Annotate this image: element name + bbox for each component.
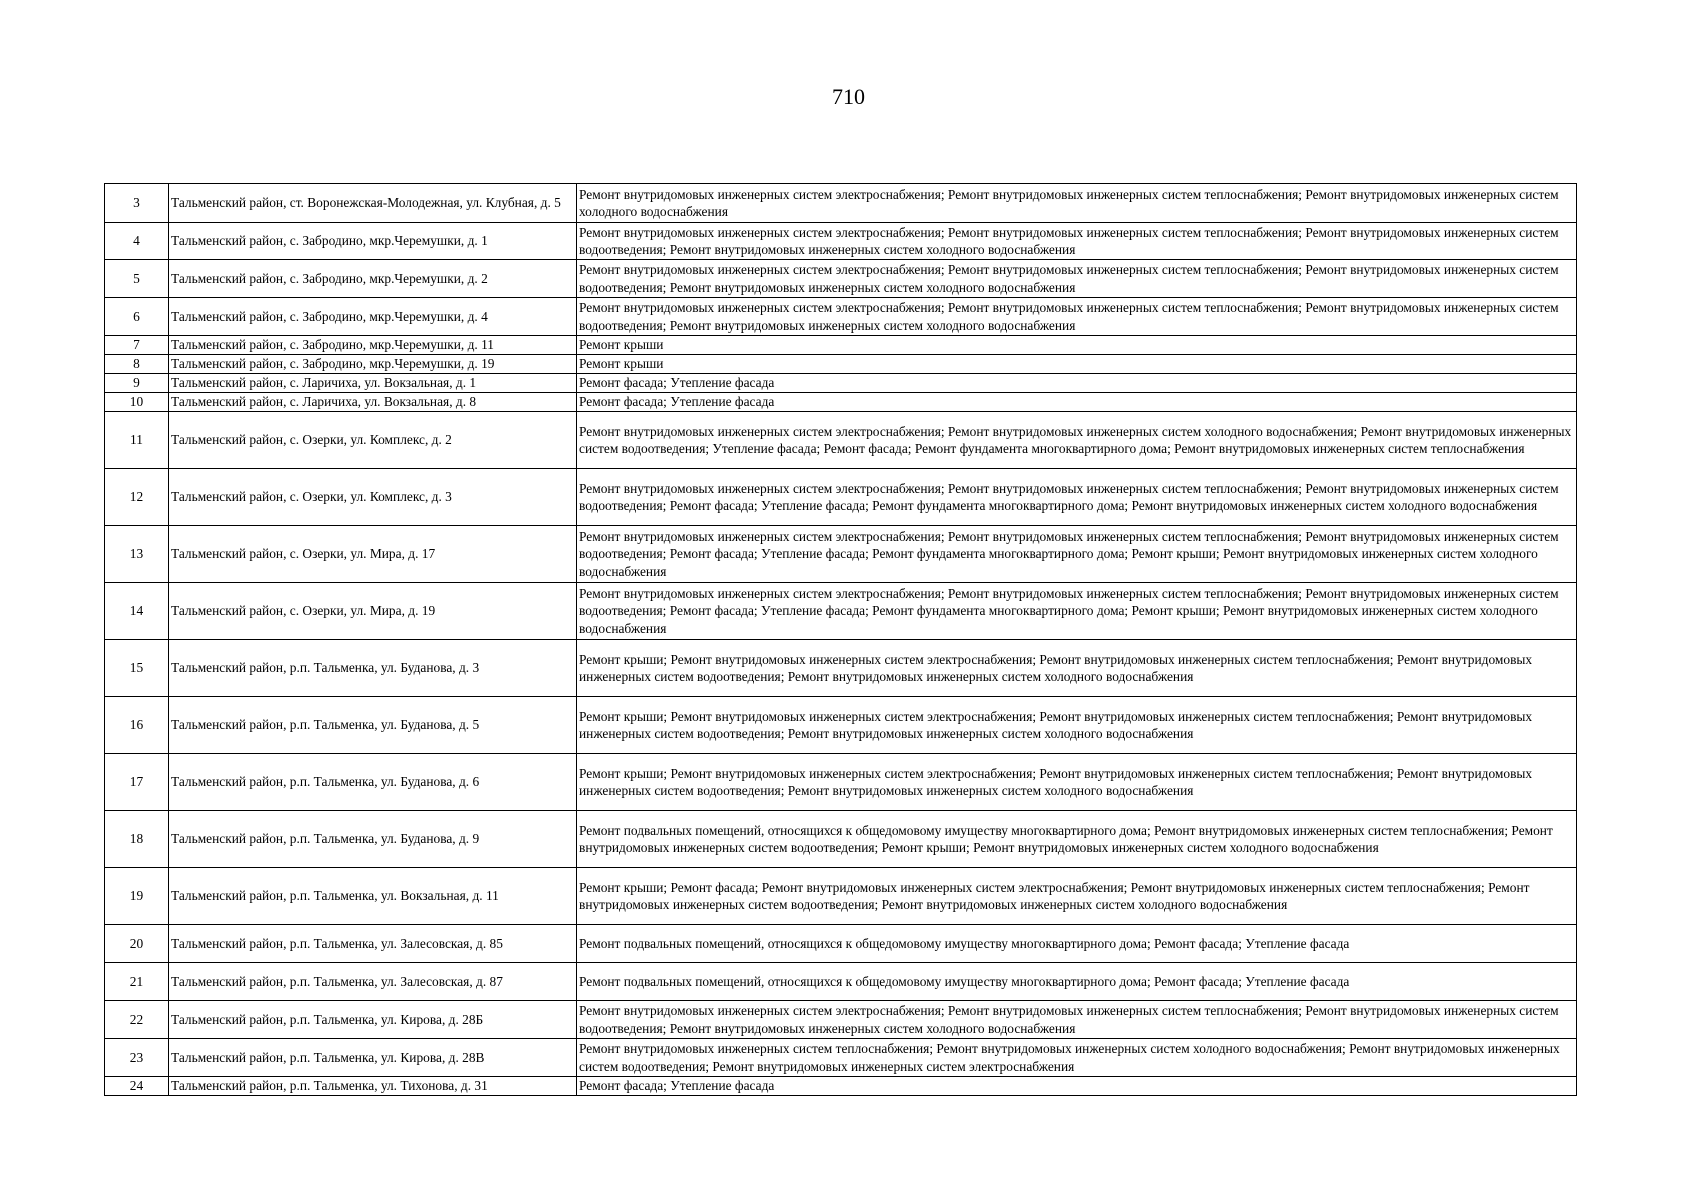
table-row (105, 526, 1577, 583)
row-number: 12 (105, 469, 169, 526)
row-address: Тальменский район, р.п. Тальменка, ул. Вокзальная, д. 11 (169, 868, 577, 925)
row-address: Тальменский район, с. Забродино, мкр.Черемушки, д. 2 (169, 260, 577, 298)
table-row (105, 184, 1577, 223)
row-works: Ремонт внутридомовых инженерных систем электроснабжения; Ремонт внутридомовых инженерных систем теплоснабжения; Ремонт внутридомовых инженерных систем водоотведения; Ремонт внутридомовых инженерных систем холодного водоснабжения (577, 298, 1577, 336)
row-works: Ремонт крыши (577, 336, 1577, 355)
row-address: Тальменский район, с. Озерки, ул. Комплекс, д. 2 (169, 412, 577, 469)
row-works: Ремонт фасада; Утепление фасада (577, 393, 1577, 412)
row-address: Тальменский район, с. Забродино, мкр.Черемушки, д. 1 (169, 223, 577, 260)
row-works: Ремонт внутридомовых инженерных систем электроснабжения; Ремонт внутридомовых инженерных систем теплоснабжения; Ремонт внутридомовых инженерных систем водоотведения; Ремонт фасада; Утепление фасада; Ремонт фундамента многоквартирного дома; Ремонт крыши; Ремонт внутридомовых инженерных систем холодного водоснабжения (577, 583, 1577, 640)
row-address: Тальменский район, р.п. Тальменка, ул. Залесовская, д. 85 (169, 925, 577, 963)
row-works: Ремонт крыши; Ремонт внутридомовых инженерных систем электроснабжения; Ремонт внутридомовых инженерных систем теплоснабжения; Ремонт внутридомовых инженерных систем водоотведения; Ремонт внутридомовых инженерных систем холодного водоснабжения (577, 697, 1577, 754)
table-row (105, 925, 1577, 963)
row-number: 15 (105, 640, 169, 697)
row-address: Тальменский район, р.п. Тальменка, ул. Буданова, д. 6 (169, 754, 577, 811)
row-number: 6 (105, 298, 169, 336)
row-works: Ремонт внутридомовых инженерных систем электроснабжения; Ремонт внутридомовых инженерных систем теплоснабжения; Ремонт внутридомовых инженерных систем водоотведения; Ремонт фасада; Утепление фасада; Ремонт фундамента многоквартирного дома; Ремонт внутридомовых инженерных систем холодного водоснабжения (577, 469, 1577, 526)
row-address: Тальменский район, р.п. Тальменка, ул. Тихонова, д. 31 (169, 1077, 577, 1096)
table-row (105, 260, 1577, 298)
row-number: 11 (105, 412, 169, 469)
row-works: Ремонт внутридомовых инженерных систем электроснабжения; Ремонт внутридомовых инженерных систем холодного водоснабжения; Ремонт внутридомовых инженерных систем водоотведения; Утепление фасада; Ремонт фасада; Ремонт фундамента многоквартирного дома; Ремонт внутридомовых инженерных систем теплоснабжения (577, 412, 1577, 469)
row-works: Ремонт крыши; Ремонт внутридомовых инженерных систем электроснабжения; Ремонт внутридомовых инженерных систем теплоснабжения; Ремонт внутридомовых инженерных систем водоотведения; Ремонт внутридомовых инженерных систем холодного водоснабжения (577, 640, 1577, 697)
row-number: 3 (105, 184, 169, 223)
row-address: Тальменский район, с. Озерки, ул. Мира, д. 19 (169, 583, 577, 640)
row-number: 22 (105, 1001, 169, 1039)
table-row (105, 963, 1577, 1001)
table-row (105, 697, 1577, 754)
table-row (105, 469, 1577, 526)
row-number: 19 (105, 868, 169, 925)
row-address: Тальменский район, ст. Воронежская-Молодежная, ул. Клубная, д. 5 (169, 184, 577, 223)
row-number: 13 (105, 526, 169, 583)
row-number: 18 (105, 811, 169, 868)
table-row (105, 412, 1577, 469)
row-works: Ремонт крыши (577, 355, 1577, 374)
row-address: Тальменский район, р.п. Тальменка, ул. Кирова, д. 28В (169, 1039, 577, 1077)
table-row (105, 336, 1577, 355)
row-works: Ремонт подвальных помещений, относящихся к общедомовому имуществу многоквартирного дома; Ремонт внутридомовых инженерных систем теплоснабжения; Ремонт внутридомовых инженерных систем водоотведения; Ремонт крыши; Ремонт внутридомовых инженерных систем холодного водоснабжения (577, 811, 1577, 868)
row-address: Тальменский район, р.п. Тальменка, ул. Кирова, д. 28Б (169, 1001, 577, 1039)
row-number: 10 (105, 393, 169, 412)
table-body (105, 184, 1577, 1096)
row-works: Ремонт фасада; Утепление фасада (577, 1077, 1577, 1096)
row-number: 9 (105, 374, 169, 393)
row-number: 17 (105, 754, 169, 811)
table-row (105, 223, 1577, 260)
row-address: Тальменский район, с. Ларичиха, ул. Вокзальная, д. 8 (169, 393, 577, 412)
row-address: Тальменский район, с. Забродино, мкр.Черемушки, д. 19 (169, 355, 577, 374)
table-row (105, 393, 1577, 412)
row-number: 16 (105, 697, 169, 754)
table-row (105, 1077, 1577, 1096)
row-works: Ремонт крыши; Ремонт фасада; Ремонт внутридомовых инженерных систем электроснабжения; Ремонт внутридомовых инженерных систем теплоснабжения; Ремонт внутридомовых инженерных систем водоотведения; Ремонт внутридомовых инженерных систем холодного водоснабжения (577, 868, 1577, 925)
row-works: Ремонт внутридомовых инженерных систем электроснабжения; Ремонт внутридомовых инженерных систем теплоснабжения; Ремонт внутридомовых инженерных систем водоотведения; Ремонт фасада; Утепление фасада; Ремонт фундамента многоквартирного дома; Ремонт крыши; Ремонт внутридомовых инженерных систем холодного водоснабжения (577, 526, 1577, 583)
row-number: 14 (105, 583, 169, 640)
row-works: Ремонт фасада; Утепление фасада (577, 374, 1577, 393)
row-works: Ремонт внутридомовых инженерных систем электроснабжения; Ремонт внутридомовых инженерных систем теплоснабжения; Ремонт внутридомовых инженерных систем водоотведения; Ремонт внутридомовых инженерных систем холодного водоснабжения (577, 1001, 1577, 1039)
row-address: Тальменский район, с. Озерки, ул. Мира, д. 17 (169, 526, 577, 583)
row-number: 5 (105, 260, 169, 298)
row-number: 23 (105, 1039, 169, 1077)
row-address: Тальменский район, с. Забродино, мкр.Черемушки, д. 11 (169, 336, 577, 355)
row-address: Тальменский район, р.п. Тальменка, ул. Буданова, д. 5 (169, 697, 577, 754)
table-row (105, 1039, 1577, 1077)
row-address: Тальменский район, р.п. Тальменка, ул. Буданова, д. 9 (169, 811, 577, 868)
table-row (105, 811, 1577, 868)
row-works: Ремонт подвальных помещений, относящихся к общедомовому имуществу многоквартирного дома; Ремонт фасада; Утепление фасада (577, 963, 1577, 1001)
table-row (105, 374, 1577, 393)
row-address: Тальменский район, р.п. Тальменка, ул. Залесовская, д. 87 (169, 963, 577, 1001)
page-number: 710 (832, 84, 865, 109)
row-address: Тальменский район, с. Озерки, ул. Комплекс, д. 3 (169, 469, 577, 526)
repair-program-table (104, 183, 1577, 1096)
row-number: 7 (105, 336, 169, 355)
row-works: Ремонт внутридомовых инженерных систем электроснабжения; Ремонт внутридомовых инженерных систем теплоснабжения; Ремонт внутридомовых инженерных систем водоотведения; Ремонт внутридомовых инженерных систем холодного водоснабжения (577, 260, 1577, 298)
table-row (105, 355, 1577, 374)
row-number: 24 (105, 1077, 169, 1096)
row-works: Ремонт крыши; Ремонт внутридомовых инженерных систем электроснабжения; Ремонт внутридомовых инженерных систем теплоснабжения; Ремонт внутридомовых инженерных систем водоотведения; Ремонт внутридомовых инженерных систем холодного водоснабжения (577, 754, 1577, 811)
row-works: Ремонт внутридомовых инженерных систем теплоснабжения; Ремонт внутридомовых инженерных систем холодного водоснабжения; Ремонт внутридомовых инженерных систем водоотведения; Ремонт внутридомовых инженерных систем электроснабжения (577, 1039, 1577, 1077)
table-row (105, 298, 1577, 336)
table-row (105, 754, 1577, 811)
row-works: Ремонт внутридомовых инженерных систем электроснабжения; Ремонт внутридомовых инженерных систем теплоснабжения; Ремонт внутридомовых инженерных систем холодного водоснабжения (577, 184, 1577, 223)
row-number: 21 (105, 963, 169, 1001)
table-row (105, 583, 1577, 640)
table-row (105, 868, 1577, 925)
row-address: Тальменский район, р.п. Тальменка, ул. Буданова, д. 3 (169, 640, 577, 697)
row-works: Ремонт подвальных помещений, относящихся к общедомовому имуществу многоквартирного дома; Ремонт фасада; Утепление фасада (577, 925, 1577, 963)
row-number: 8 (105, 355, 169, 374)
row-works: Ремонт внутридомовых инженерных систем электроснабжения; Ремонт внутридомовых инженерных систем теплоснабжения; Ремонт внутридомовых инженерных систем водоотведения; Ремонт внутридомовых инженерных систем холодного водоснабжения (577, 223, 1577, 260)
row-number: 4 (105, 223, 169, 260)
row-address: Тальменский район, с. Ларичиха, ул. Вокзальная, д. 1 (169, 374, 577, 393)
table-row (105, 1001, 1577, 1039)
row-address: Тальменский район, с. Забродино, мкр.Черемушки, д. 4 (169, 298, 577, 336)
table-row (105, 640, 1577, 697)
row-number: 20 (105, 925, 169, 963)
